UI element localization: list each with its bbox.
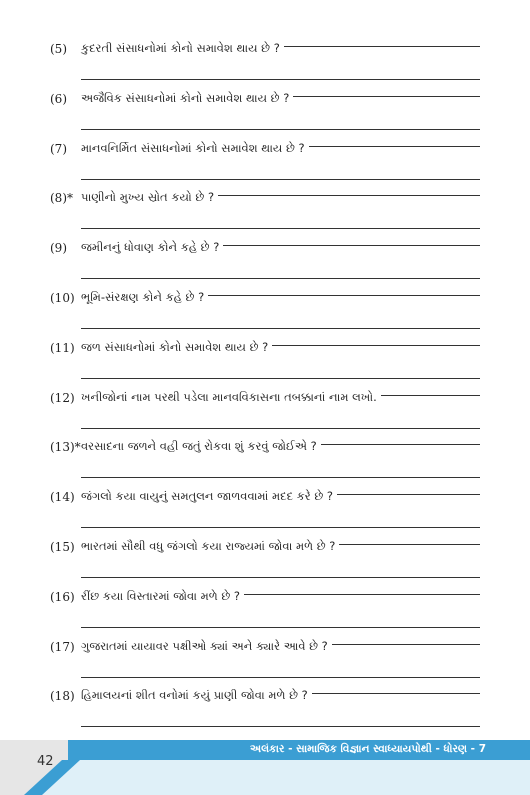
question-item xyxy=(50,86,480,138)
question-number: (6) xyxy=(50,91,67,106)
answer-line[interactable] xyxy=(284,46,480,47)
question-text: ભૂમિ-સંરક્ષણ કોને કહે છે ? xyxy=(81,290,205,304)
question-text: રીંછ કયા વિસ્તારમાં જોવા મળે છે ? xyxy=(81,588,241,603)
answer-line[interactable] xyxy=(81,477,480,478)
question-item xyxy=(50,136,480,188)
answer-line[interactable] xyxy=(244,594,480,595)
answer-line[interactable] xyxy=(81,129,480,130)
question-item xyxy=(50,634,480,686)
answer-line[interactable] xyxy=(81,726,480,727)
question-number: (7) xyxy=(50,141,67,156)
question-item xyxy=(50,285,480,337)
question-number: (16) xyxy=(50,589,75,604)
answer-line[interactable] xyxy=(81,428,480,429)
question-number: (11) xyxy=(50,340,75,355)
answer-line[interactable] xyxy=(81,577,480,578)
question-text: ગુજરાતમાં યાયાવર પક્ષીઓ ક્યાં અને ક્યારે આવે છે ? xyxy=(81,638,328,653)
question-item xyxy=(50,235,480,287)
question-text: ખનીજોનાં નામ પરથી પડેલા માનવવિકાસના તબક્કાનાં નામ લખો. xyxy=(81,389,377,404)
question-text: જંગલો કયા વાયુનું સમતુલન જાળવવામાં મદદ કરે છે ? xyxy=(81,489,334,504)
answer-line[interactable] xyxy=(309,146,480,147)
question-item xyxy=(50,534,480,586)
answer-line[interactable] xyxy=(81,627,480,628)
answer-line[interactable] xyxy=(81,79,480,80)
answer-line[interactable] xyxy=(81,228,480,229)
answer-line[interactable] xyxy=(81,378,480,379)
answer-line[interactable] xyxy=(218,195,480,196)
question-text: વરસાદના જળને વહી જતું રોકવા શું કરવું જોઈએ ? xyxy=(81,439,317,454)
question-item xyxy=(50,385,480,437)
question-item xyxy=(50,434,480,486)
question-number: (17) xyxy=(50,639,75,654)
question-item xyxy=(50,683,480,735)
question-number: (10) xyxy=(50,291,75,305)
answer-line[interactable] xyxy=(81,328,480,329)
answer-line[interactable] xyxy=(223,245,480,246)
question-item xyxy=(50,584,480,636)
answer-line[interactable] xyxy=(332,644,480,645)
question-number: (8)* xyxy=(50,191,73,206)
answer-line[interactable] xyxy=(81,677,480,678)
book-title: અલંકાર - સામાજિક વિજ્ઞાન સ્વાધ્યાયપોથી - ધોરણ - 7 xyxy=(250,743,486,755)
question-text: પાણીનો મુખ્ય સ્રોત કયો છે ? xyxy=(81,190,215,205)
question-text: જમીનનું ધોવાણ કોને કહે છે ? xyxy=(81,240,220,255)
question-item xyxy=(50,185,480,237)
question-text: હિમાલયનાં શીત વનોમાં કયું પ્રાણી જોવા મળે છે ? xyxy=(81,688,308,703)
answer-line[interactable] xyxy=(381,395,480,396)
answer-line[interactable] xyxy=(312,693,480,694)
footer-decoration xyxy=(0,740,120,795)
question-number: (9) xyxy=(50,241,67,256)
answer-line[interactable] xyxy=(81,278,480,279)
page-footer xyxy=(0,740,530,795)
answer-line[interactable] xyxy=(339,544,480,545)
question-text: જળ સંસાધનોમાં કોનો સમાવેશ થાય છે ? xyxy=(81,339,269,354)
question-item xyxy=(50,484,480,536)
answer-line[interactable] xyxy=(272,345,480,346)
question-number: (5) xyxy=(50,42,67,56)
answer-line[interactable] xyxy=(337,494,480,495)
answer-line[interactable] xyxy=(321,444,480,445)
question-number: (13)* xyxy=(50,440,81,455)
question-text: કુદરતી સંસાધનોમાં કોનો સમાવેશ થાય છે ? xyxy=(81,41,280,55)
question-text: અજૈવિક સંસાધનોમાં કોનો સમાવેશ થાય છે ? xyxy=(81,90,290,105)
answer-line[interactable] xyxy=(293,96,480,97)
question-number: (18) xyxy=(50,689,75,704)
question-item xyxy=(50,36,480,88)
answer-line[interactable] xyxy=(81,527,480,528)
question-number: (15) xyxy=(50,540,75,554)
answer-line[interactable] xyxy=(81,179,480,180)
question-number: (12) xyxy=(50,390,75,405)
answer-line[interactable] xyxy=(208,295,480,296)
question-text: ભારતમાં સૌથી વધુ જંગલો કયા રાજ્યમાં જોવા મળે છે ? xyxy=(81,539,336,553)
question-text: માનવનિર્મિત સંસાધનોમાં કોનો સમાવેશ થાય છે ? xyxy=(81,140,305,155)
page-number: 42 xyxy=(37,754,54,769)
question-number: (14) xyxy=(50,490,75,505)
question-item xyxy=(50,335,480,387)
